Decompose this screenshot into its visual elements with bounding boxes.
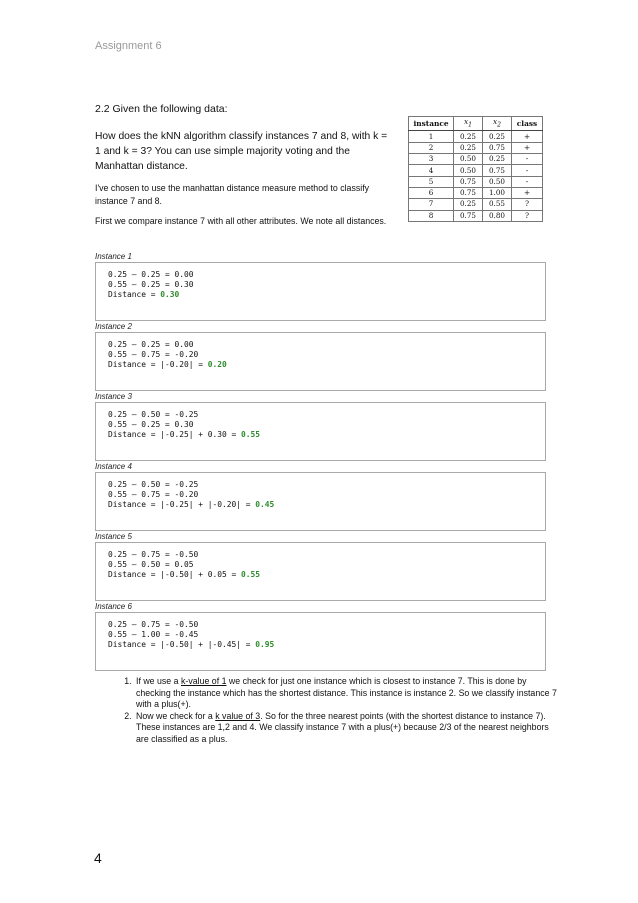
distance-formula: Distance = |-0.50| + 0.05 = [108,570,242,579]
cell-x1: 0.75 [454,176,483,187]
calculation-line: 0.55 – 0.75 = -0.20 [108,350,199,359]
classification-steps [112,676,562,746]
cell-x1: 0.50 [454,154,483,165]
distance-line [108,360,545,370]
instance-label: Instance 5 [95,532,132,541]
section-heading: 2.2 Given the following data: [95,103,228,115]
distance-value: 0.30 [160,290,180,299]
instance-calculation-box [95,402,546,461]
table-row [409,176,543,187]
column-header-instance: instance [409,117,454,131]
cell-x1: 0.25 [454,199,483,210]
cell-class: + [512,142,543,153]
instance-calculation-box [95,542,546,601]
table-row [409,210,543,221]
calculation-line: 0.25 – 0.25 = 0.00 [108,270,194,279]
distance-formula: Distance = |-0.25| + |-0.20| = [108,500,256,509]
cell-instance: 5 [409,176,454,187]
calculation-line: 0.25 – 0.50 = -0.25 [108,410,199,419]
distance-line [108,500,545,510]
cell-x1: 0.25 [454,131,483,142]
table-header-row [409,117,543,131]
distance-value: 0.55 [241,430,261,439]
cell-class: ? [512,199,543,210]
cell-x2: 1.00 [483,187,512,198]
table-row [409,142,543,153]
calculation-line: 0.55 – 0.25 = 0.30 [108,420,194,429]
cell-x1: 0.50 [454,165,483,176]
cell-instance: 2 [409,142,454,153]
data-table [408,116,543,222]
cell-x1: 0.75 [454,210,483,221]
calculation-line: 0.55 – 1.00 = -0.45 [108,630,199,639]
calculation-line: 0.55 – 0.25 = 0.30 [108,280,194,289]
intro-paragraph: First we compare instance 7 with all other attributes. We note all distances. [95,216,387,226]
distance-line [108,290,545,300]
calculation-line: 0.55 – 0.50 = 0.05 [108,560,194,569]
distance-formula: Distance = |-0.50| + |-0.45| = [108,640,256,649]
k-value-1-link[interactable]: k-value of 1 [181,676,227,686]
column-header-class: class [512,117,543,131]
cell-class: - [512,176,543,187]
column-header-x2: $x_2$ [483,117,512,131]
cell-x1: 0.25 [454,142,483,153]
instance-label: Instance 4 [95,462,132,471]
distance-line [108,640,545,650]
cell-class: - [512,154,543,165]
column-header-x1: $x_1$ [454,117,483,131]
document-header: Assignment 6 [95,40,162,52]
instance-label: Instance 3 [95,392,132,401]
distance-value: 0.20 [207,360,227,369]
cell-x2: 0.80 [483,210,512,221]
cell-x2: 0.50 [483,176,512,187]
cell-class: + [512,131,543,142]
instance-calculation-box [95,612,546,671]
step-item: 2. Now we check for a k value of 3. So for the three nearest points (with the shortest distance to instance 7). These instances are 1,2 and 4. We classify instance 7 with a plus(+) because 2/3 of the nearest neighbors are classified as a plus. [134,711,562,746]
calculation-line: 0.25 – 0.25 = 0.00 [108,340,194,349]
cell-x2: 0.25 [483,131,512,142]
table-row [409,165,543,176]
distance-line [108,430,545,440]
instance-calculation-box [95,262,546,321]
method-paragraph: I've chosen to use the manhattan distance measure method to classify instance 7 and 8. [95,183,370,206]
cell-instance: 8 [409,210,454,221]
cell-instance: 6 [409,187,454,198]
cell-x2: 0.25 [483,154,512,165]
table-row [409,154,543,165]
distance-formula: Distance = |-0.25| + 0.30 = [108,430,242,439]
table-row [409,187,543,198]
cell-instance: 7 [409,199,454,210]
calculation-line: 0.25 – 0.50 = -0.25 [108,480,199,489]
k-value-3-link[interactable]: k value of 3 [215,710,261,721]
instance-label: Instance 2 [95,322,132,331]
instance-calculation-box [95,332,546,391]
cell-x1: 0.75 [454,187,483,198]
cell-class: + [512,187,543,198]
cell-instance: 1 [409,131,454,142]
table-row [409,199,543,210]
distance-value: 0.45 [255,500,275,509]
distance-line [108,570,545,580]
cell-class: - [512,165,543,176]
calculation-line: 0.25 – 0.75 = -0.50 [108,620,199,629]
cell-instance: 4 [409,165,454,176]
question-text: How does the kNN algorithm classify instances 7 and 8, with k = 1 and k = 3? You can use simple majority voting and the Manhattan distance. [95,131,388,172]
calculation-line: 0.25 – 0.75 = -0.50 [108,550,199,559]
cell-x2: 0.75 [483,142,512,153]
cell-class: ? [512,210,543,221]
instance-label: Instance 6 [95,602,132,611]
cell-x2: 0.55 [483,199,512,210]
distance-formula: Distance = |-0.20| = [108,360,208,369]
cell-x2: 0.75 [483,165,512,176]
page-number: 4 [94,850,102,866]
cell-instance: 3 [409,154,454,165]
distance-value: 0.55 [241,570,261,579]
step-item: 1. If we use a k-value of 1 we check for just one instance which is closest to instance 7. This is done by checking the instance which has the shortest distance. This instance is instance 2. So we classify instance 7 with a plus(+). [134,676,562,711]
instance-label: Instance 1 [95,252,132,261]
calculation-line: 0.55 – 0.75 = -0.20 [108,490,199,499]
table-row [409,131,543,142]
distance-value: 0.95 [255,640,275,649]
distance-formula: Distance = [108,290,161,299]
instance-calculation-box [95,472,546,531]
